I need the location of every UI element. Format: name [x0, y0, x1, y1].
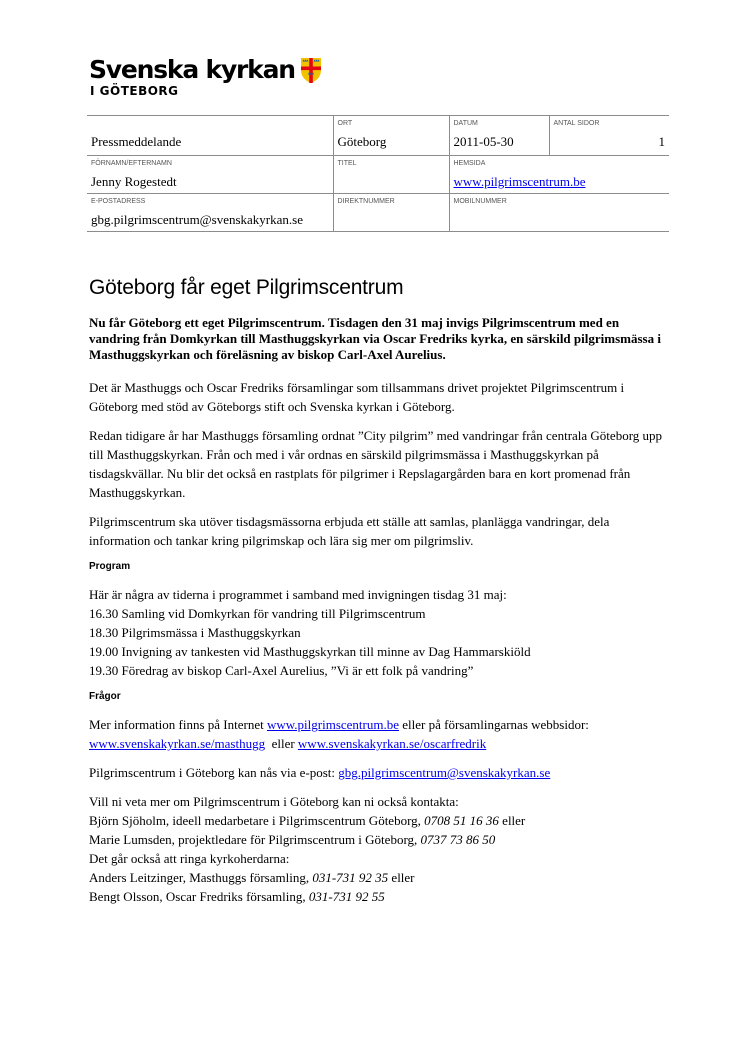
logo-city: I GÖTEBORG: [90, 84, 179, 98]
contact-line: [89, 811, 669, 830]
program-heading: Program: [89, 561, 131, 572]
email-cell: [87, 194, 333, 232]
contact-line: [89, 868, 669, 887]
header-table: [87, 115, 669, 232]
email-link[interactable]: gbg.pilgrimscentrum@svenskakyrkan.se: [338, 765, 551, 780]
doc-type-cell: [87, 116, 333, 156]
program-item: 18.30 Pilgrimsmässa i Masthuggskyrkan: [89, 625, 301, 640]
email-paragraph: [89, 763, 669, 782]
article-lead: Nu får Göteborg ett eget Pilgrimscentrum. Tisdagen den 31 maj invigs Pilgrimscentrum med en vandring från Domkyrkan till Masthuggskyrkan via Oscar Fredriks kyrka, en särskild pilgrimsmässa i Masthuggskyrkan och föreläsning av biskop Carl-Axel Aurelius.: [89, 315, 661, 362]
contacts-block: [89, 792, 669, 906]
direct-number-cell: [333, 194, 449, 232]
direct-number-label: DIREKTNUMMER: [337, 198, 395, 205]
name-value: Jenny Rogestedt: [91, 174, 177, 189]
mobile-cell: [449, 194, 669, 232]
email-text: Pilgrimscentrum i Göteborg kan nås via e-post:: [89, 765, 339, 780]
more-info-text: Mer information finns på Internet: [89, 717, 267, 732]
contact-phone: 031-731 92 35: [312, 870, 389, 885]
contact-name: Bengt Olsson, Oscar Fredriks församling,: [89, 889, 309, 904]
program-item: 19.30 Föredrag av biskop Carl-Axel Aurelius, ”Vi är ett folk på vandring”: [89, 663, 474, 678]
place-label: ORT: [337, 120, 353, 127]
paragraph-1: Det är Masthuggs och Oscar Fredriks församlingar som tillsammans drivet projektet Pilgrimscentrum i Göteborg med stöd av Göteborgs stift och Svenska kyrkan i Göteborg.: [89, 380, 625, 414]
date-cell: [449, 116, 549, 156]
program-item: 16.30 Samling vid Domkyrkan för vandring till Pilgrimscentrum: [89, 606, 426, 621]
contact-phone: 031-731 92 55: [308, 889, 385, 904]
paragraph-3: Pilgrimscentrum ska utöver tisdagsmässorna erbjuda ett ställe att samlas, planlägga vandringar, dela information och tankar kring pilgrimskap och lära sig mer om pilgrimsliv.: [89, 514, 610, 548]
place-cell: [333, 116, 449, 156]
program-block: [89, 585, 669, 680]
title-label: TITEL: [337, 160, 357, 167]
mobile-label: MOBILNUMMER: [453, 198, 507, 205]
article-title: Göteborg får eget Pilgrimscentrum: [89, 276, 404, 299]
more-info-text-2: eller på församlingarnas webbsidor:: [399, 717, 589, 732]
title-cell: [333, 156, 449, 194]
contact-tail: eller: [388, 870, 415, 885]
website-link[interactable]: www.pilgrimscentrum.be: [453, 174, 586, 189]
website-cell: [449, 156, 669, 194]
date-label: DATUM: [453, 120, 478, 127]
contact-line: [89, 830, 669, 849]
contact-phone: 0708 51 16 36: [424, 813, 499, 828]
program-item: 19.00 Invigning av tankesten vid Masthuggskyrkan till minne av Dag Hammarskiöld: [89, 644, 531, 659]
church-crest-icon: [299, 56, 323, 84]
contact-name: Anders Leitzinger, Masthuggs församling,: [89, 870, 313, 885]
logo-name: Svenska kyrkan: [89, 55, 295, 84]
vicar-intro: Det går också att ringa kyrkoherdarna:: [89, 851, 290, 866]
doc-type-value: Pressmeddelande: [91, 134, 182, 149]
pages-cell: [549, 116, 669, 156]
email-label: E-POSTADRESS: [91, 198, 146, 205]
article: [89, 274, 669, 916]
header-row-3: [87, 194, 669, 232]
contact-tail: eller: [498, 813, 526, 828]
contact-name: Björn Sjöholm, ideell medarbetare i Pilgrimscentrum Göteborg,: [89, 813, 425, 828]
contact-phone: 0737 73 86 50: [420, 832, 496, 847]
date-value: 2011-05-30: [453, 134, 514, 149]
pages-label: ANTAL SIDOR: [553, 120, 600, 127]
masthugg-link[interactable]: www.svenskakyrkan.se/masthugg: [89, 736, 266, 751]
paragraph-2: Redan tidigare år har Masthuggs församling ordnat ”City pilgrim” med vandringar från centrala Göteborg upp till Masthuggskyrkan. Från och med i vår ordnas en särskild pilgrimsmässa i Masthuggskyrkan på tisdagskvällar. Nu blir det också en rastplats för pilgrimer i Repslagargården bara en kort promenad från Masthuggskyrkan.: [89, 428, 663, 500]
contact-intro: Vill ni veta mer om Pilgrimscentrum i Göteborg kan ni också kontakta:: [89, 794, 459, 809]
program-intro: Här är några av tiderna i programmet i samband med invigningen tisdag 31 maj:: [89, 587, 507, 602]
header-row-1: [87, 116, 669, 156]
more-info-text-3: eller: [265, 736, 298, 751]
logo: [89, 55, 323, 98]
website-label: HEMSIDA: [453, 160, 486, 167]
name-cell: [87, 156, 333, 194]
email-value: gbg.pilgrimscentrum@svenskakyrkan.se: [91, 212, 303, 227]
contact-name: Marie Lumsden, projektledare för Pilgrimscentrum i Göteborg,: [89, 832, 421, 847]
questions-heading: Frågor: [89, 691, 121, 702]
place-value: Göteborg: [337, 134, 387, 149]
oscarfredrik-link[interactable]: www.svenskakyrkan.se/oscarfredrik: [297, 736, 487, 751]
contact-line: [89, 887, 669, 906]
name-label: FÖRNAMN/EFTERNAMN: [91, 160, 172, 167]
more-info-paragraph: [89, 715, 669, 753]
header-row-2: [87, 156, 669, 194]
pilgrimscentrum-link[interactable]: www.pilgrimscentrum.be: [266, 717, 400, 732]
pages-value: 1: [658, 134, 665, 149]
